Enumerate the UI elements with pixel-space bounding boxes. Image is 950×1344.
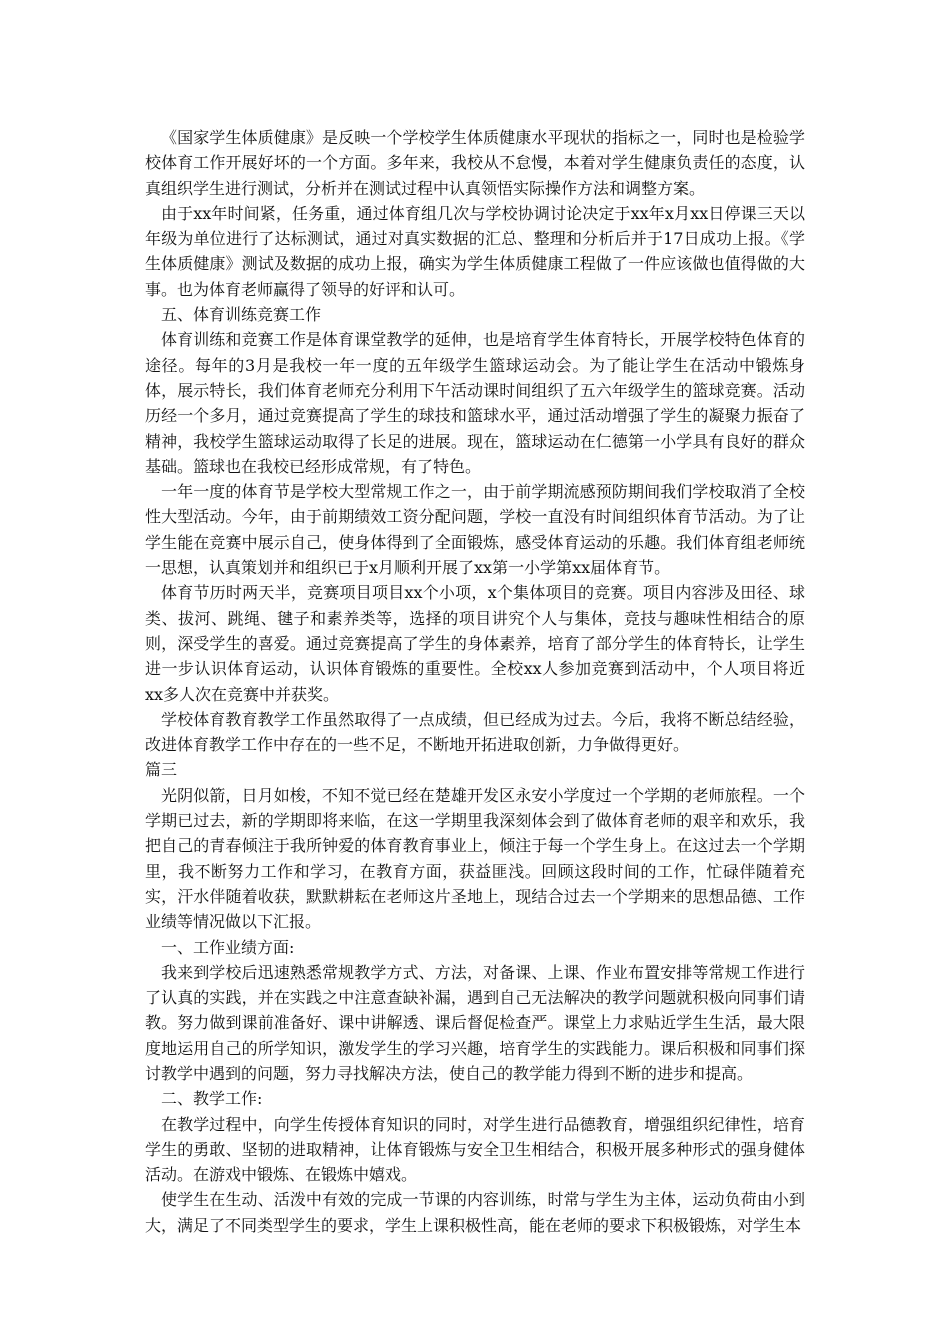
section-heading: 二、教学工作:: [161, 1089, 263, 1109]
paragraph: 由于xx年时间紧，任务重，通过体育组几次与学校协调讨论决定于xx年x月xx日停课三天以年级为单位进行了达标测试，通过对真实数据的汇总、整理和分析后并于17日成功上报。《学生体质健康》测试及数据的成功上报，确实为学生体质健康工程做了一件应该做也值得做的大事。也为体育老师赢得了领导的好评和认可。: [145, 203, 805, 299]
paragraph: 一年一度的体育节是学校大型常规工作之一，由于前学期流感预防期间我们学校取消了全校性大型活动。今年，由于前期绩效工资分配问题，学校一直没有时间组织体育节活动。为了让学生能在竞赛中展示自己，使身体得到了全面锻炼，感受体育运动的乐趣。我们体育组老师统一思想，认真策划并和组织已于x月顺利开展了xx第一小学第xx届体育节。: [145, 482, 805, 578]
section-heading: 一、工作业绩方面:: [161, 937, 295, 957]
section-heading: 五、体育训练竞赛工作: [161, 305, 322, 325]
document-body: [145, 125, 805, 1238]
paragraph: 光阴似箭，日月如梭，不知不觉已经在楚雄开发区永安小学度过一个学期的老师旅程。一个学期已过去，新的学期即将来临，在这一学期里我深刻体会到了做体育老师的艰辛和欢乐，我把自己的青春倾注于我所钟爱的体育教育事业上，倾注于每一个学生身上。在这过去一个学期里，我不断努力工作和学习，在教育方面，获益匪浅。回顾这段时间的工作，忙碌伴随着充实，汗水伴随着收获，默默耕耘在老师这片圣地上，现结合过去一个学期来的思想品德、工作业绩等情况做以下汇报。: [145, 785, 805, 932]
paragraph: 《国家学生体质健康》是反映一个学校学生体质健康水平现状的指标之一，同时也是检验学校体育工作开展好坏的一个方面。多年来，我校从不怠慢，本着对学生健康负责任的态度，认真组织学生进行测试，分析并在测试过程中认真领悟实际操作方法和调整方案。: [145, 128, 805, 198]
chapter-label: 篇三: [145, 760, 178, 780]
paragraph: 使学生在生动、活泼中有效的完成一节课的内容训练，时常与学生为主体，运动负荷由小到大，满足了不同类型学生的要求，学生上课积极性高，能在老师的要求下积极锻炼，对学生本: [145, 1190, 805, 1235]
paragraph: 我来到学校后迅速熟悉常规教学方式、方法，对备课、上课、作业布置安排等常规工作进行了认真的实践，并在实践之中注意查缺补漏，遇到自己无法解决的教学问题就积极向同事们请教。努力做到课前准备好、课中讲解透、课后督促检查严。课堂上力求贴近学生生活，最大限度地运用自己的所学知识，激发学生的学习兴趣，培育学生的实践能力。课后积极和同事们探讨教学中遇到的问题，努力寻找解决方法，使自己的教学能力得到不断的进步和提高。: [145, 962, 805, 1083]
paragraph: 体育节历时两天半，竞赛项目项目xx个小项，x个集体项目的竞赛。项目内容涉及田径、球类、拔河、跳绳、毽子和素养类等，选择的项目讲究个人与集体，竞技与趣味性相结合的原则，深受学生的喜爱。通过竞赛提高了学生的身体素养，培育了部分学生的体育特长，让学生进一步认识体育运动，认识体育锻炼的重要性。全校xx人参加竞赛到活动中，个人项目将近xx多人次在竞赛中并获奖。: [145, 583, 805, 704]
paragraph: 在教学过程中，向学生传授体育知识的同时，对学生进行品德教育，增强组织纪律性，培育学生的勇敢、坚韧的进取精神，让体育锻炼与安全卫生相结合，积极开展多种形式的强身健体活动。在游戏中锻炼、在锻炼中嬉戏。: [145, 1114, 805, 1185]
paragraph: 体育训练和竞赛工作是体育课堂教学的延伸，也是培育学生体育特长，开展学校特色体育的途径。每年的3月是我校一年一度的五年级学生篮球运动会。为了能让学生在活动中锻炼身体，展示特长，我们体育老师充分利用下午活动课时间组织了五六年级学生的篮球竞赛。活动历经一个多月，通过竞赛提高了学生的球技和篮球水平，通过活动增强了学生的凝聚力振奋了精神，我校学生篮球运动取得了长足的进展。现在，篮球运动在仁德第一小学具有良好的群众基础。篮球也在我校已经形成常规，有了特色。: [145, 330, 805, 476]
paragraph: 学校体育教育教学工作虽然取得了一点成绩，但已经成为过去。今后，我将不断总结经验，改进体育教学工作中存在的一些不足，不断地开拓进取创新，力争做得更好。: [145, 709, 805, 755]
